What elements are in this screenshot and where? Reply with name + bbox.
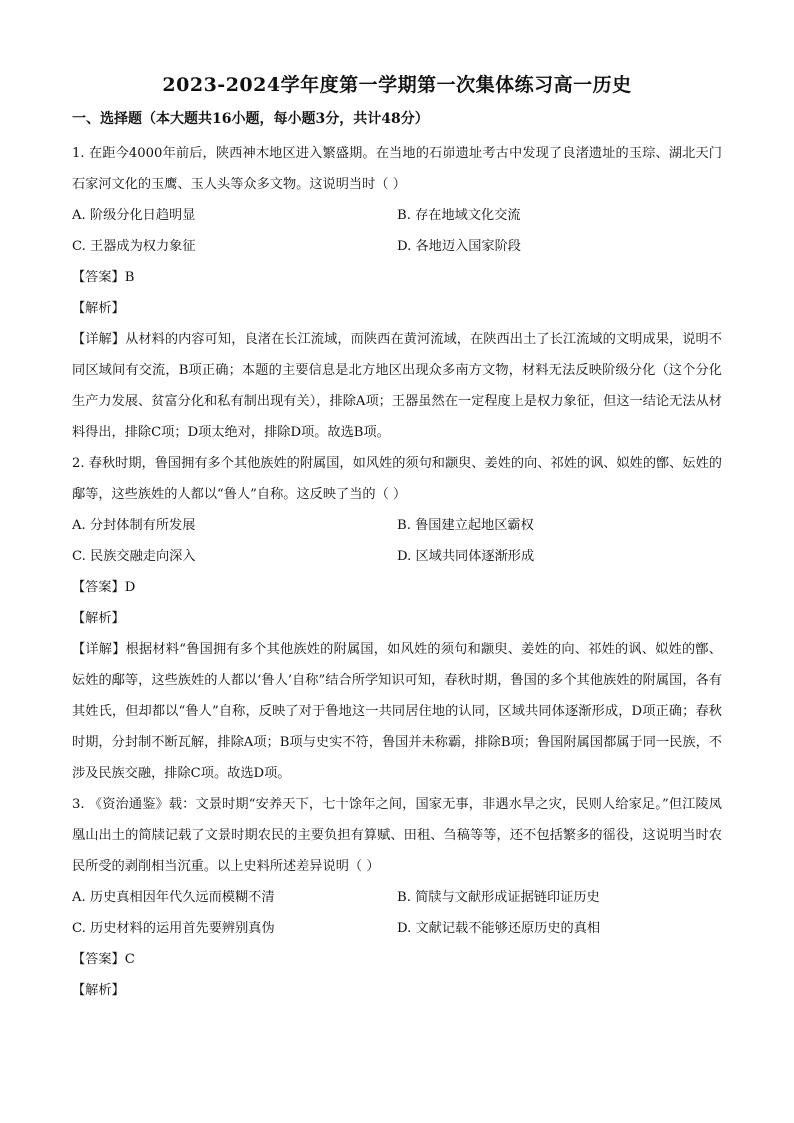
option-a: A. 历史真相因年代久远而模糊不清 [72, 890, 275, 905]
answer: 【答案】D [72, 580, 136, 595]
question-stem: 3. 《资治通鉴》载：文景时期“安养天下，七十馀年之间，国家无事，非遇水旱之灾，民则人给家足。”但江陵凤凰山出土的简牍记载了文景时期农民的主要负担有算赋、田租、刍稿等等，还不包括繁多的徭役，这说明当时农民所受的剥削相当沉重。以上史料所述差异说明（ ） [72, 797, 722, 874]
option-c: C. 王器成为权力象征 [72, 239, 196, 254]
question-stem: 1. 在距今4000年前后，陕西神木地区进入繁盛期。在当地的石峁遗址考古中发现了良渚遗址的玉琮、湖北天门石家河文化的玉鹰、玉人头等众多文物。这说明当时（ ） [72, 146, 722, 192]
question-1 [72, 138, 722, 448]
answer: 【答案】B [72, 270, 135, 285]
analysis-label: 【解析】 [72, 611, 125, 626]
answer: 【答案】C [72, 952, 135, 967]
options-row [72, 913, 722, 944]
section-heading: 一、选择题（本大题共16小题，每小题3分，共计48分） [72, 111, 429, 127]
options-row [72, 510, 722, 541]
option-b: B. 鲁国建立起地区霸权 [397, 518, 534, 533]
analysis-label: 【解析】 [72, 301, 125, 316]
question-2 [72, 448, 722, 789]
page-title: 2023-2024学年度第一学期第一次集体练习高一历史 [162, 74, 632, 96]
option-c: C. 民族交融走向深入 [72, 549, 196, 564]
option-d: D. 文献记载不能够还原历史的真相 [397, 921, 601, 936]
option-b: B. 存在地域文化交流 [397, 208, 521, 223]
options-row [72, 200, 722, 231]
options-row [72, 541, 722, 572]
option-b: B. 简牍与文献形成证据链印证历史 [397, 890, 600, 905]
question-stem: 2. 春秋时期，鲁国拥有多个其他族姓的附属国，如风姓的须句和颛臾、姜姓的向、祁姓的讽、姒姓的鄫、妘姓的鄅等，这些族姓的人都以“鲁人”自称。这反映了当的（ ） [72, 456, 722, 502]
option-c: C. 历史材料的运用首先要辨别真伪 [72, 921, 275, 936]
option-a: A. 阶级分化日趋明显 [72, 208, 196, 223]
analysis-label: 【解析】 [72, 983, 125, 998]
detail-explanation: 【详解】从材料的内容可知，良渚在长江流域，而陕西在黄河流域，在陕西出土了长江流域的文明成果，说明不同区域间有交流，B项正确；本题的主要信息是北方地区出现众多南方文物，材料无法反映阶级分化（这个分化生产力发展、贫富分化和私有制出现有关），排除A项；王器虽然在一定程度上是权力象征，但这一结论无法从材料得出，排除C项；D项太绝对，排除D项。故选B项。 [72, 332, 722, 440]
options-row [72, 882, 722, 913]
detail-explanation: 【详解】根据材料“鲁国拥有多个其他族姓的附属国，如风姓的须句和颛臾、姜姓的向、祁姓的讽、姒姓的鄫、妘姓的鄅等，这些族姓的人都以‘鲁人’自称”结合所学知识可知，春秋时期，鲁国的多个其他族姓的附属国，各有其姓氏，但却都以“鲁人”自称，反映了对于鲁地这一共同居住地的认同，区域共同体逐渐形成，D项正确；春秋时期，分封制不断瓦解，排除A项；B项与史实不符，鲁国并未称霸，排除B项；鲁国附属国都属于同一民族，不涉及民族交融，排除C项。故选D项。 [72, 642, 722, 781]
option-d: D. 各地迈入国家阶段 [397, 239, 521, 254]
option-a: A. 分封体制有所发展 [72, 518, 196, 533]
option-d: D. 区域共同体逐渐形成 [397, 549, 535, 564]
question-list [72, 138, 722, 1006]
options-row [72, 231, 722, 262]
question-3 [72, 789, 722, 1006]
